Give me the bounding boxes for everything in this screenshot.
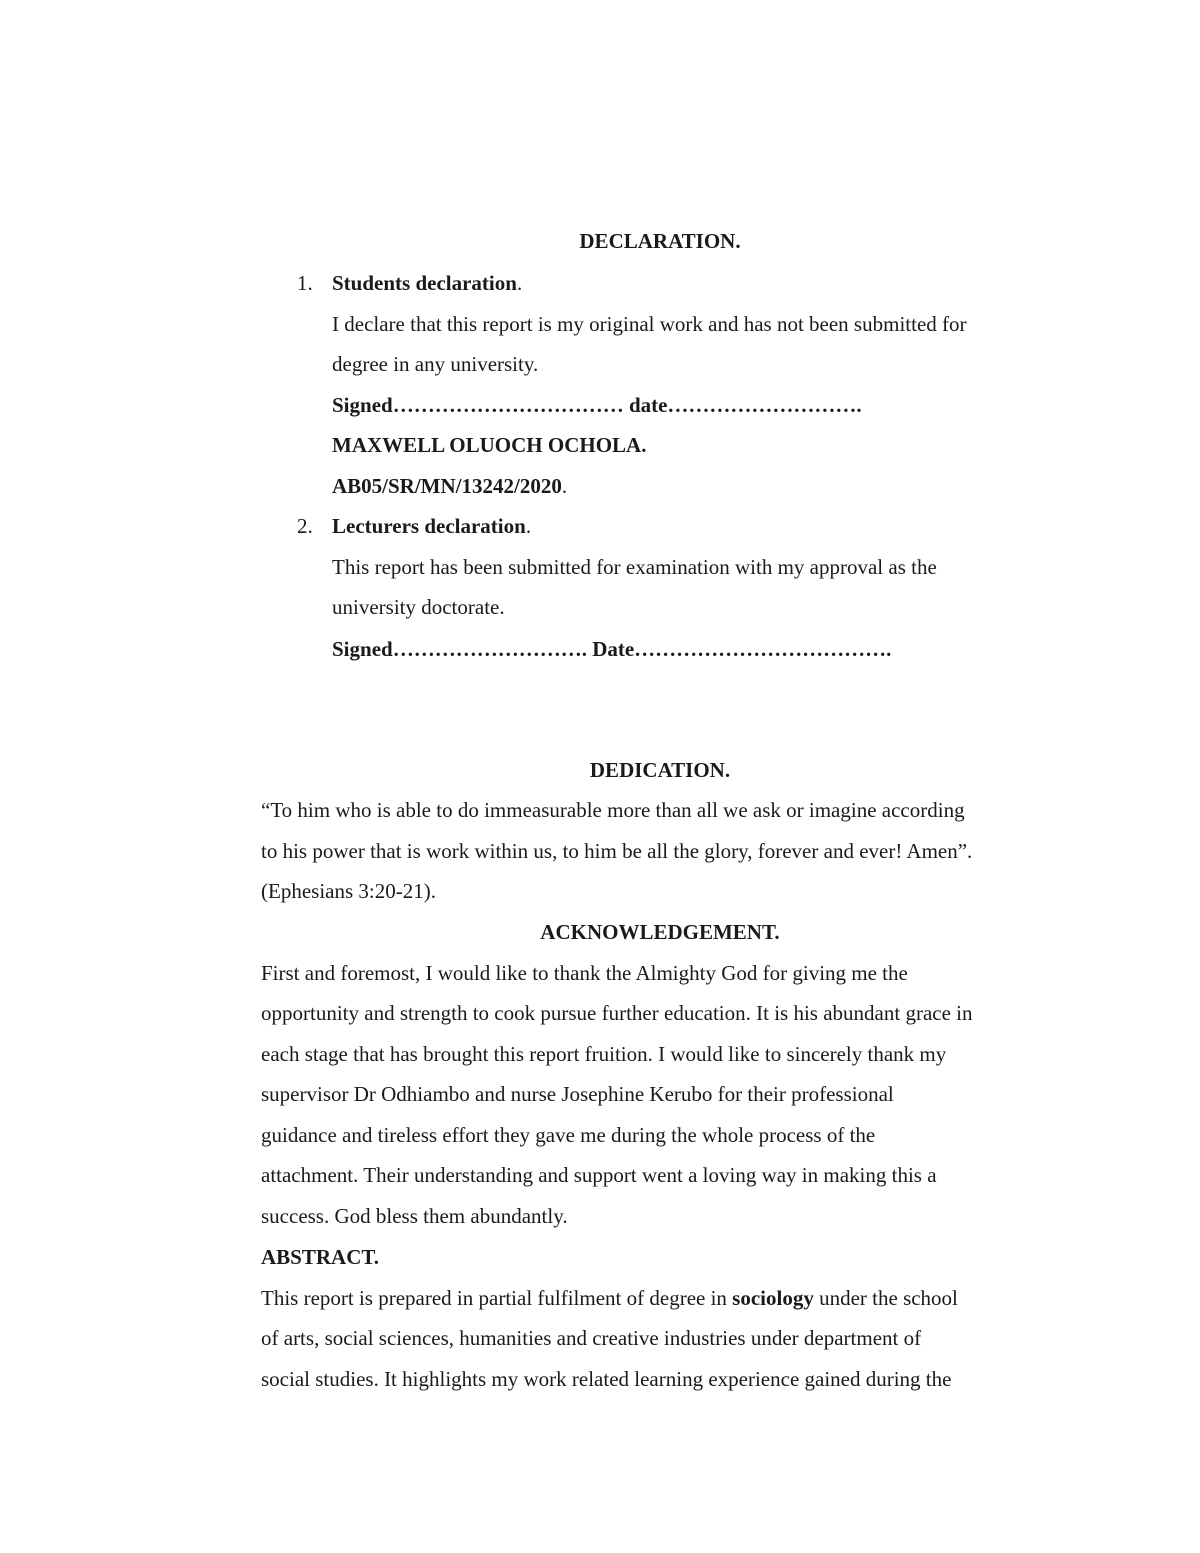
dedication-line: “To him who is able to do immeasurable more than all we ask or imagine according xyxy=(261,798,965,822)
acknowledgement-line: each stage that has brought this report fruition. I would like to sincerely thank my xyxy=(261,1042,947,1066)
lecturers-declaration-heading xyxy=(332,514,531,538)
abstract-title: ABSTRACT. xyxy=(261,1245,380,1269)
student-reg-no-period: . xyxy=(561,474,568,498)
acknowledgement-line: guidance and tireless effort they gave me during the whole process of the xyxy=(261,1123,876,1147)
students-declaration-heading-text: Students declaration xyxy=(332,271,517,295)
students-signed-line: Signed…………………………… date………………………. xyxy=(332,393,862,417)
dedication-line: to his power that is work within us, to him be all the glory, forever and ever! Amen”. xyxy=(261,839,973,863)
abstract-line: social studies. It highlights my work related learning experience gained during the xyxy=(261,1367,952,1391)
lecturers-signed-line: Signed………………………. Date………………………………. xyxy=(332,637,892,661)
abstract-line xyxy=(261,1286,958,1310)
student-name: MAXWELL OLUOCH OCHOLA. xyxy=(332,433,647,457)
students-declaration-text-line: degree in any university. xyxy=(332,352,539,376)
students-declaration-heading-period: . xyxy=(516,271,523,295)
students-declaration-heading xyxy=(332,271,522,295)
abstract-line: of arts, social sciences, humanities and creative industries under department of xyxy=(261,1326,922,1350)
students-declaration-number: 1. xyxy=(297,271,313,295)
abstract-line1-bold: sociology xyxy=(732,1286,814,1310)
abstract-line1-after: under the school xyxy=(813,1286,958,1310)
acknowledgement-line: attachment. Their understanding and support went a loving way in making this a xyxy=(261,1163,937,1187)
acknowledgement-line: opportunity and strength to cook pursue further education. It is his abundant grace in xyxy=(261,1001,973,1025)
dedication-title: DEDICATION. xyxy=(589,758,731,782)
abstract-line1-before: This report is prepared in partial fulfilment of degree in xyxy=(261,1286,733,1310)
dedication-line: (Ephesians 3:20-21). xyxy=(261,879,436,903)
student-reg-no xyxy=(332,474,567,498)
lecturers-declaration-heading-text: Lecturers declaration xyxy=(332,514,526,538)
acknowledgement-line: supervisor Dr Odhiambo and nurse Josephine Kerubo for their professional xyxy=(261,1082,894,1106)
lecturers-declaration-text-line: university doctorate. xyxy=(332,595,505,619)
student-reg-no-text: AB05/SR/MN/13242/2020 xyxy=(332,474,562,498)
students-declaration-text-line: I declare that this report is my original work and has not been submitted for xyxy=(332,312,967,336)
acknowledgement-line: success. God bless them abundantly. xyxy=(261,1204,568,1228)
acknowledgement-title: ACKNOWLEDGEMENT. xyxy=(540,920,780,944)
lecturers-declaration-heading-period: . xyxy=(525,514,532,538)
lecturers-declaration-number: 2. xyxy=(297,514,313,538)
declaration-title: DECLARATION. xyxy=(579,229,741,253)
lecturers-declaration-text-line: This report has been submitted for examination with my approval as the xyxy=(332,555,937,579)
acknowledgement-line: First and foremost, I would like to thank the Almighty God for giving me the xyxy=(261,961,908,985)
